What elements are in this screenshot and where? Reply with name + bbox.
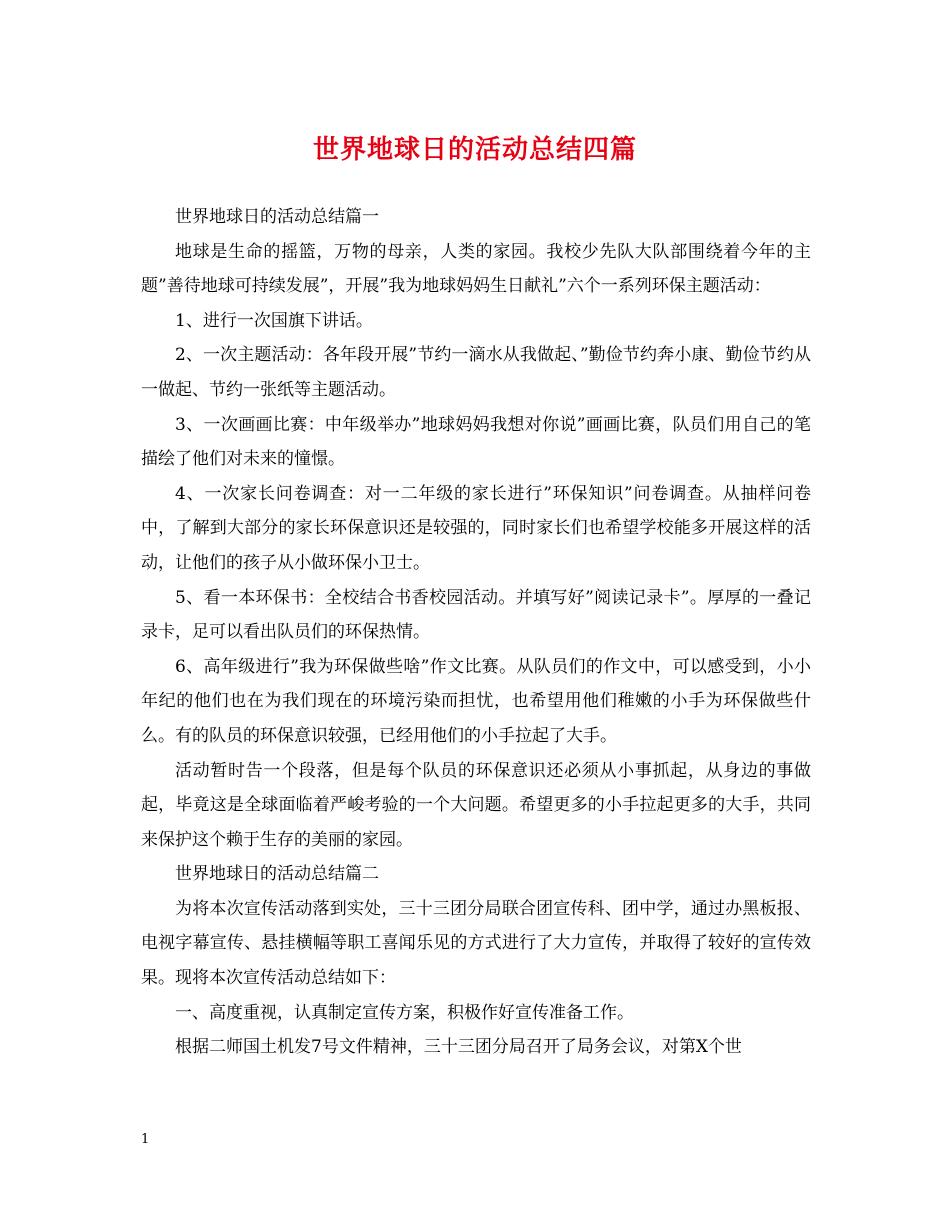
- subsection-heading: 一、高度重视，认真制定宣传方案，积极作好宣传准备工作。: [175, 1002, 634, 1023]
- paragraph: 为将本次宣传活动落到实处，三十三团分局联合团宣传科、团中学，通过办黑板报、电视字幕宣传、悬挂横幅等职工喜闻乐见的方式进行了大力宣传，并取得了较好的宣传效果。现将本次宣传活动总结如下：: [141, 898, 811, 989]
- list-item: 5、看一本环保书：全校结合书香校园活动。并填写好”阅读记录卡”。厚厚的一叠记录卡，足可以看出队员们的环保热情。: [141, 587, 811, 643]
- list-item: 4、一次家长问卷调查：对一二年级的家长进行”环保知识”问卷调查。从抽样问卷中，了解到大部分的家长环保意识还是较强的，同时家长们也希望学校能多开展这样的活动，让他们的孩子从小做环保小卫士。: [141, 483, 811, 573]
- document-body: [141, 200, 811, 1065]
- page-number: 1: [141, 1132, 150, 1147]
- list-item: 2、一次主题活动：各年段开展”节约一滴水从我做起、”勤俭节约奔小康、勤俭节约从一做起、节约一张纸等主题活动。: [141, 345, 811, 400]
- section-heading-two: 世界地球日的活动总结篇二: [175, 864, 379, 885]
- paragraph: 地球是生命的摇篮，万物的母亲，人类的家园。我校少先队大队部围绕着今年的主题”善待地球可持续发展”，开展”我为地球妈妈生日献礼”六个一系列环保主题活动：: [141, 241, 811, 297]
- section-heading-one: 世界地球日的活动总结篇一: [175, 207, 379, 227]
- list-item: 3、一次画画比赛：中年级举办”地球妈妈我想对你说”画画比赛，队员们用自己的笔描绘了他们对未来的憧憬。: [141, 414, 811, 470]
- list-item: 1、进行一次国旗下讲话。: [175, 310, 373, 331]
- paragraph: 活动暂时告一个段落，但是每个队员的环保意识还必须从小事抓起，从身边的事做起，毕竟这是全球面临着严峻考验的一个大问题。希望更多的小手拉起更多的大手，共同来保护这个赖于生存的美丽的家园。: [141, 760, 811, 850]
- document-title: 世界地球日的活动总结四篇: [312, 135, 637, 165]
- list-item: 6、高年级进行”我为环保做些啥”作文比赛。从队员们的作文中，可以感受到，小小年纪的他们也在为我们现在的环境污染而担忧，也希望用他们稚嫩的小手为环保做些什么。有的队员的环保意识较强，已经用他们的小手拉起了大手。: [141, 656, 811, 746]
- paragraph: 根据二师国土机发7号文件精神，三十三团分局召开了局务会议，对第X个世: [175, 1037, 742, 1058]
